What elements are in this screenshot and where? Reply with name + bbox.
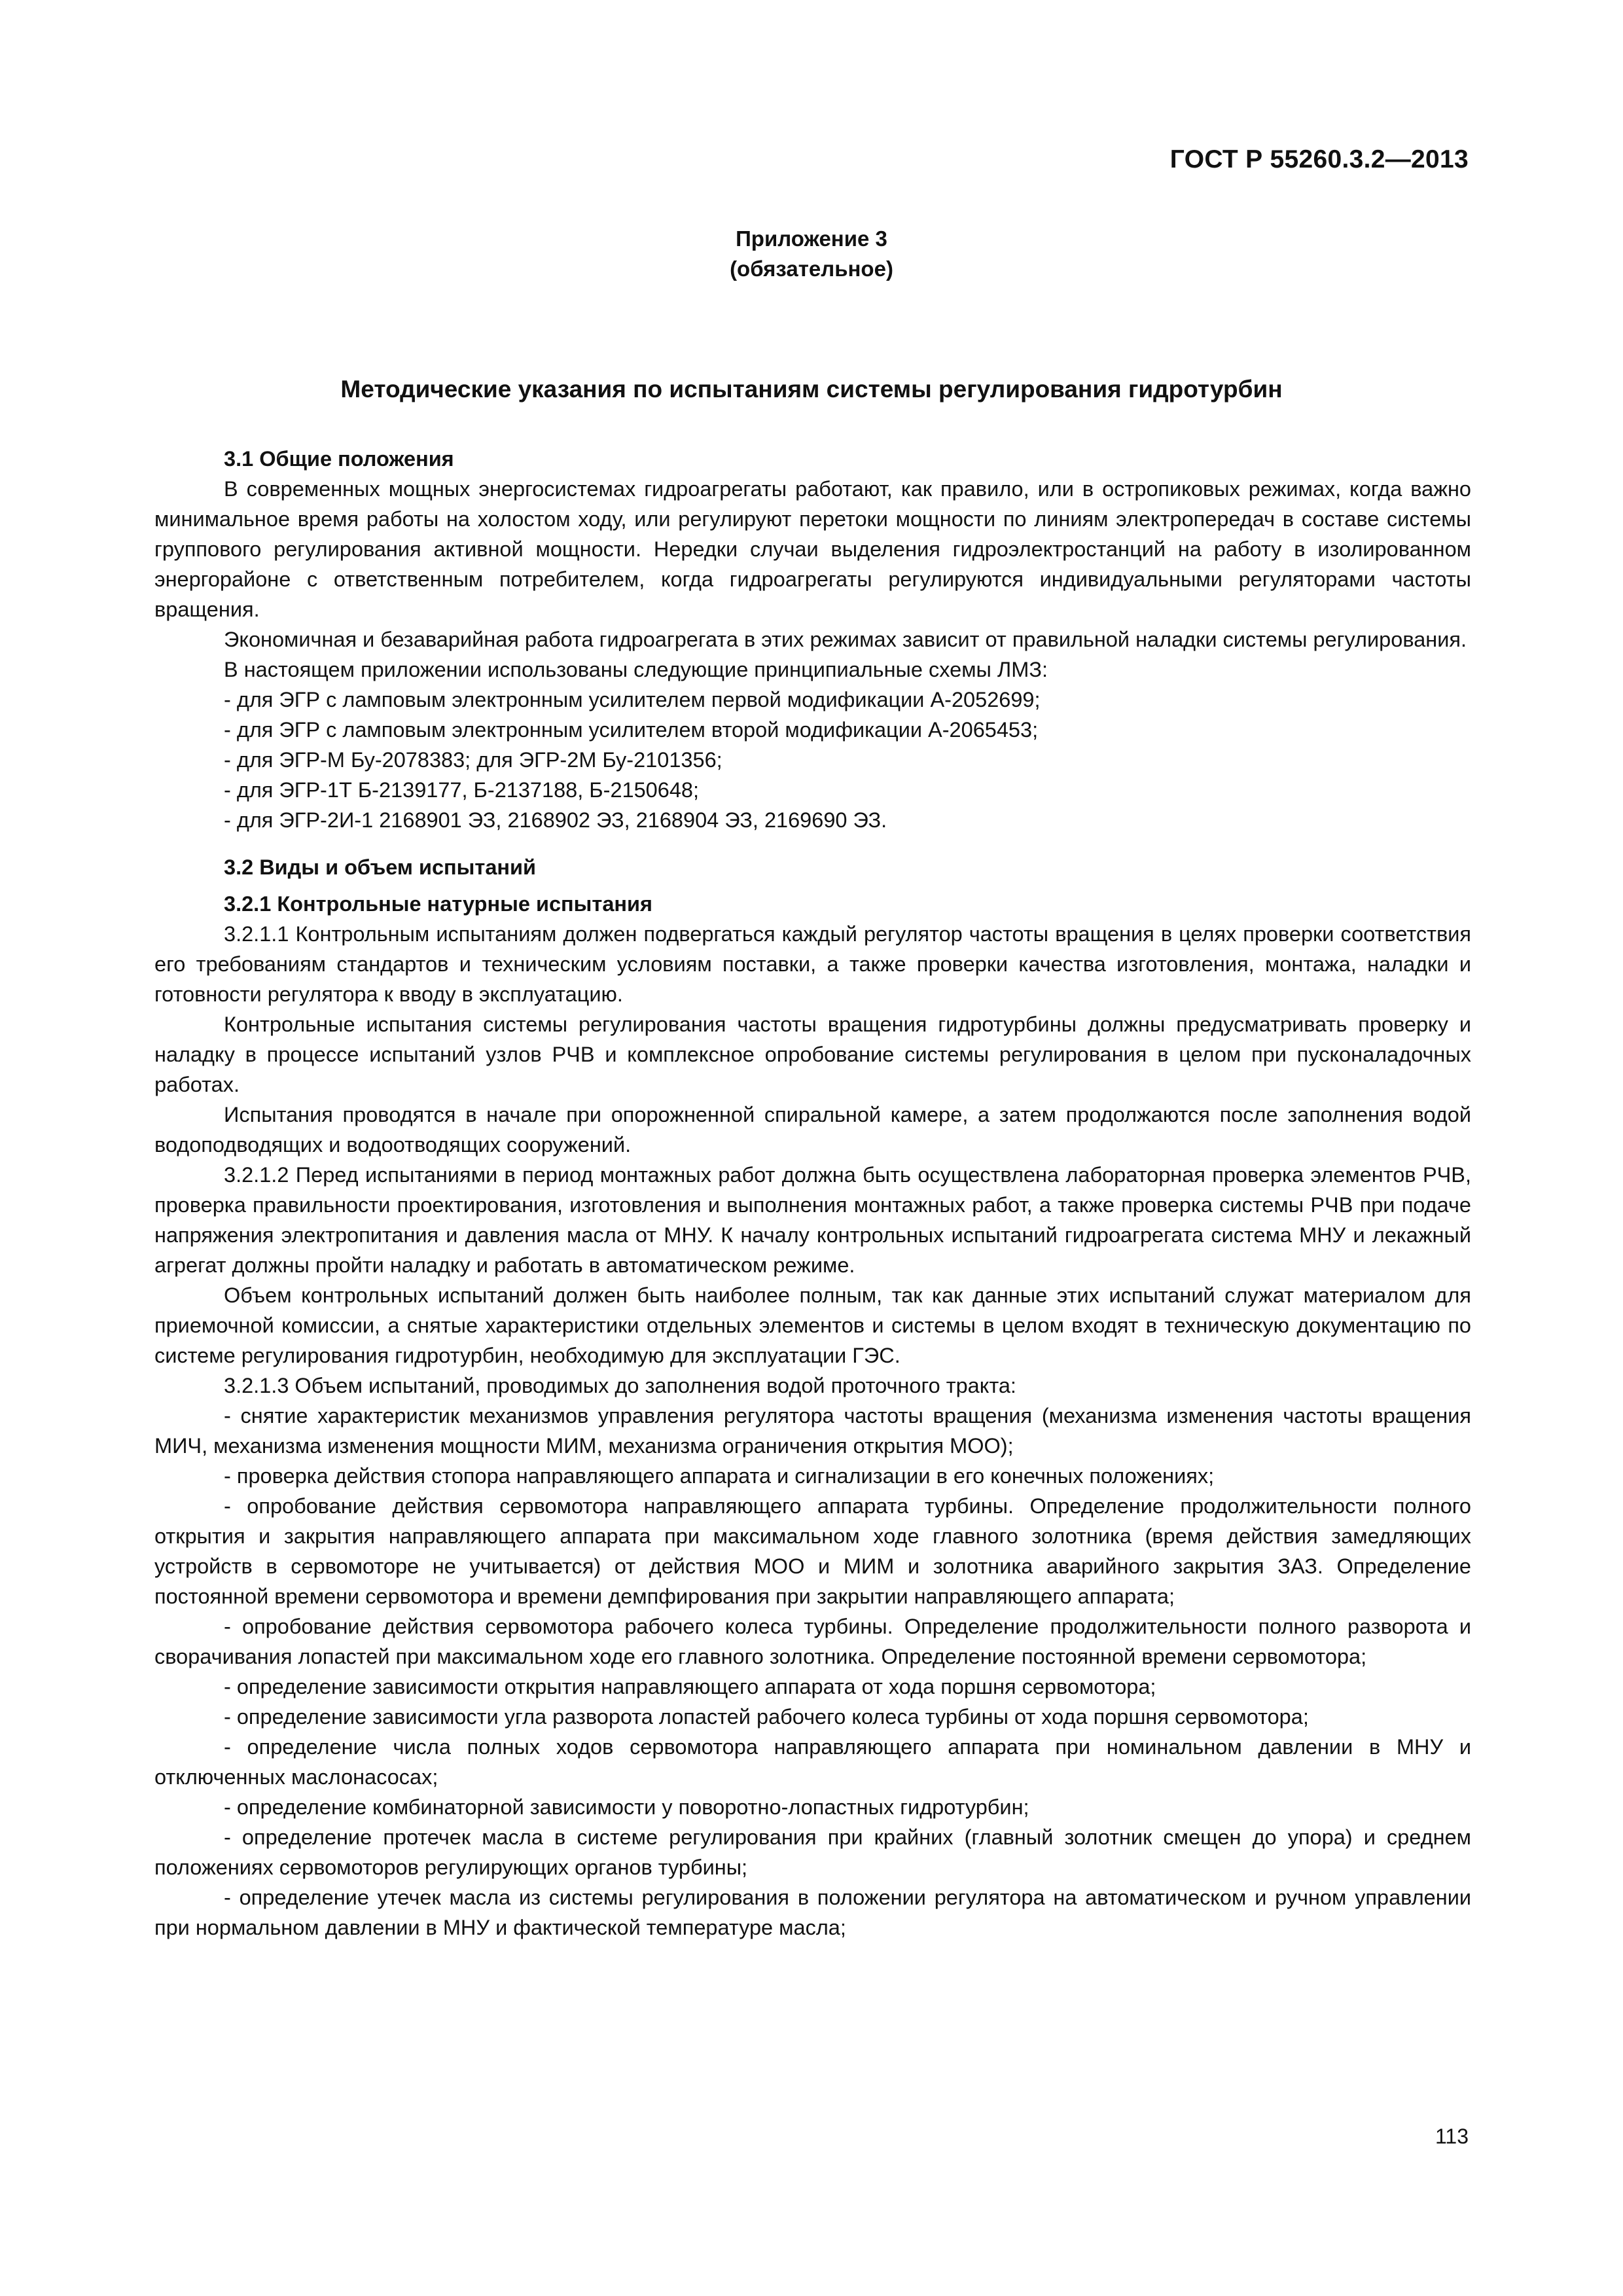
document-title: Методические указания по испытаниям системы регулирования гидротурбин [340, 376, 1283, 403]
list-item: - опробование действия сервомотора направляющего аппарата турбины. Определение продолжительности полного открытия и закрытия направляющего аппарата при максимальном ходе главного золотника (время действия замедляющих устройств в сервомоторе не учитывается) от действия МОО и МИМ и золотника аварийного закрытия ЗАЗ. Определение постоянной времени сервомотора и времени демпфирования при закрытии направляющего аппарата; [154, 1494, 1471, 1608]
page-number: 113 [1435, 2125, 1469, 2148]
document-body [154, 444, 1471, 1943]
standard-code: ГОСТ Р 55260.3.2—2013 [1169, 145, 1469, 173]
paragraph: 3.2.1.2 Перед испытаниями в период монтажных работ должна быть осуществлена лабораторная проверка элементов РЧВ, проверка правильности проектирования, изготовления и выполнения монтажных работ, а также проверка системы РЧВ при подаче напряжения электропитания и давления масла от МНУ. К началу контрольных испытаний гидроагрегата система МНУ и лекажный агрегат должны пройти наладку и работать в автоматическом режиме. [154, 1163, 1471, 1277]
list-item: - определение комбинаторной зависимости у поворотно-лопастных гидротурбин; [224, 1795, 1029, 1819]
section-heading-3-2: 3.2 Виды и объем испытаний [224, 855, 537, 879]
list-item: - для ЭГР с ламповым электронным усилителем второй модификации А-2065453; [224, 718, 1039, 742]
list-item: - определение утечек масла из системы регулирования в положении регулятора на автоматическом и ручном управлении при нормальном давлении в МНУ и фактической температуре масла; [154, 1886, 1471, 1939]
list-item: - для ЭГР с ламповым электронным усилителем первой модификации А-2052699; [224, 688, 1041, 711]
paragraph: 3.2.1.3 Объем испытаний, проводимых до заполнения водой проточного тракта: [224, 1374, 1016, 1397]
list-item: - определение протечек масла в системе регулирования при крайних (главный золотник смещен до упора) и среднем положениях сервомоторов регулирующих органов турбины; [154, 1825, 1471, 1879]
subsection-heading-3-2-1: 3.2.1 Контрольные натурные испытания [224, 892, 652, 916]
paragraph: Объем контрольных испытаний должен быть наиболее полным, так как данные этих испытаний служат материалом для приемочной комиссии, а снятые характеристики отдельных элементов и системы в целом входят в техническую документацию по системе регулирования гидротурбин, необходимую для эксплуатации ГЭС. [154, 1283, 1471, 1367]
list-item: - для ЭГР-М Бу-2078383; для ЭГР-2М Бу-2101356; [224, 748, 722, 772]
paragraph: Экономичная и безаварийная работа гидроагрегата в этих режимах зависит от правильной наладки системы регулирования. [224, 628, 1467, 651]
paragraph: В настоящем приложении использованы следующие принципиальные схемы ЛМЗ: [224, 658, 1048, 681]
paragraph: В современных мощных энергосистемах гидроагрегаты работают, как правило, или в остропиковых режимах, когда важно минимальное время работы на холостом ходу, или регулируют перетоки мощности по линиям электропередач в составе системы группового регулирования активной мощности. Нередки случаи выделения гидроэлектростанций на работу в изолированном энергорайоне с ответственным потребителем, когда гидроагрегаты регулируются индивидуальными регуляторами частоты вращения. [154, 477, 1471, 621]
appendix-title: Приложение 3 [736, 226, 887, 251]
paragraph: 3.2.1.1 Контрольным испытаниям должен подвергаться каждый регулятор частоты вращения в целях проверки соответствия его требованиям стандартов и техническим условиям поставки, а также проверки качества изготовления, монтажа, наладки и готовности регулятора к вводу в эксплуатацию. [154, 922, 1471, 1006]
list-item: - опробование действия сервомотора рабочего колеса турбины. Определение продолжительности полного разворота и сворачивания лопастей при максимальном ходе его главного золотника. Определение постоянной времени сервомотора; [154, 1615, 1471, 1668]
list-item: - для ЭГР-1Т Б-2139177, Б-2137188, Б-2150648; [224, 778, 699, 802]
paragraph: Контрольные испытания системы регулирования частоты вращения гидротурбины должны предусматривать проверку и наладку в процессе испытаний узлов РЧВ и комплексное опробование системы регулирования в целом при пусконаладочных работах. [154, 1013, 1471, 1096]
section-heading-3-1: 3.1 Общие положения [224, 447, 454, 471]
list-item: - для ЭГР-2И-1 2168901 ЭЗ, 2168902 ЭЗ, 2168904 ЭЗ, 2169690 ЭЗ. [224, 808, 887, 832]
paragraph: Испытания проводятся в начале при опорожненной спиральной камере, а затем продолжаются после заполнения водой водоподводящих и водоотводящих сооружений. [154, 1103, 1471, 1157]
appendix-block [0, 224, 1623, 284]
list-item: - определение числа полных ходов сервомотора направляющего аппарата при номинальном давлении в МНУ и отключенных маслонасосах; [154, 1735, 1471, 1789]
list-item: - снятие характеристик механизмов управления регулятора частоты вращения (механизма изменения частоты вращения МИЧ, механизма изменения мощности МИМ, механизма ограничения открытия МОО); [154, 1404, 1471, 1458]
list-item: - проверка действия стопора направляющего аппарата и сигнализации в его конечных положениях; [224, 1464, 1215, 1488]
appendix-subtitle: (обязательное) [730, 257, 893, 281]
list-item: - определение зависимости угла разворота лопастей рабочего колеса турбины от хода поршня сервомотора; [224, 1705, 1309, 1729]
list-item: - определение зависимости открытия направляющего аппарата от хода поршня сервомотора; [224, 1675, 1156, 1698]
